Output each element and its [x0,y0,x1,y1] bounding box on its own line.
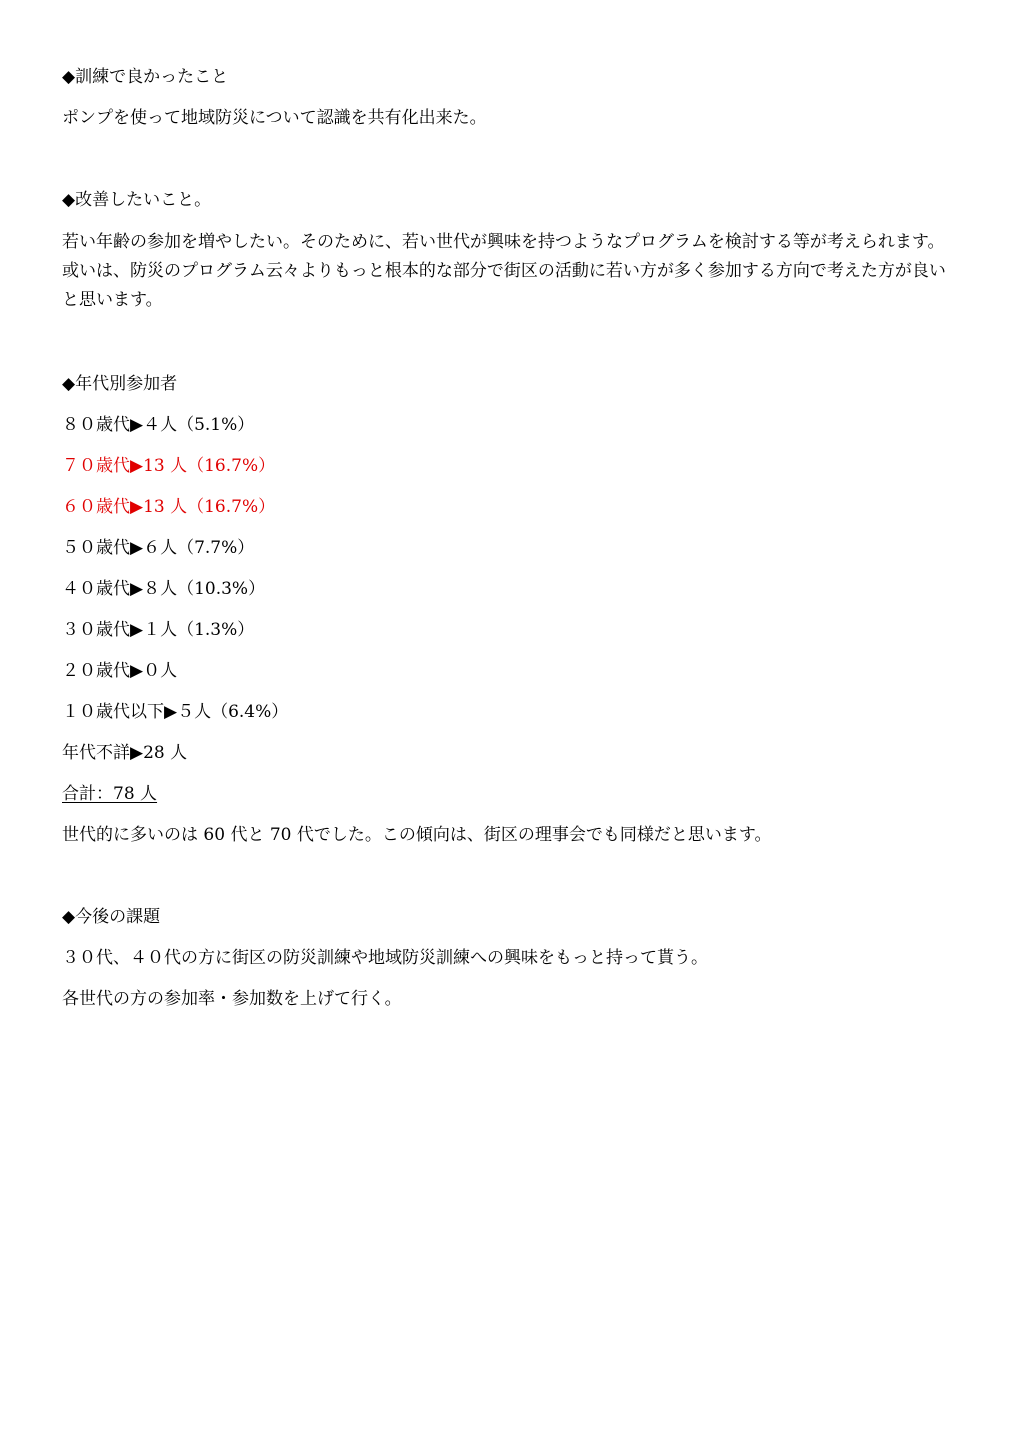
age-row-40s: ４０歳代▶８人（10.3%） [62,579,266,599]
section-heading-age-participants: ◆年代別参加者 [62,374,178,394]
age-row-80s: ８０歳代▶４人（5.1%） [62,415,255,435]
improvements-text: 若い年齢の参加を増やしたい。そのために、若い世代が興味を持つようなプログラムを検討する等が考えられます。或いは、防災のプログラム云々よりもっと根本的な部分で街区の活動に若い方が多く参加する方向で考えた方が良いと思います。 [62,232,946,310]
age-row-50s: ５０歳代▶６人（7.7%） [62,538,255,558]
section-heading-improvements: ◆改善したいこと。 [62,190,212,210]
section-heading-future-issues: ◆今後の課題 [62,907,161,927]
future-issue-item: ３０代、４０代の方に街区の防災訓練や地域防災訓練への興味をもっと持って貰う。 [62,948,708,968]
age-row-20s: ２０歳代▶０人 [62,661,178,681]
age-row-60s: ６０歳代▶13 人（16.7%） [62,497,276,517]
age-row-unknown: 年代不詳▶28 人 [62,743,188,763]
participants-total: 合計：78 人 [62,784,158,804]
age-row-30s: ３０歳代▶１人（1.3%） [62,620,255,640]
age-row-teens-and-under: １０歳代以下▶５人（6.4%） [62,702,289,722]
section-heading-good-points: ◆訓練で良かったこと [62,67,229,87]
age-comment: 世代的に多いのは 60 代と 70 代でした。この傾向は、街区の理事会でも同様だと思います。 [62,825,772,845]
age-row-70s: ７０歳代▶13 人（16.7%） [62,456,276,476]
document-page [62,64,962,1012]
future-issue-item: 各世代の方の参加率・参加数を上げて行く。 [62,989,402,1009]
good-points-text: ポンプを使って地域防災について認識を共有化出来た。 [62,108,487,128]
